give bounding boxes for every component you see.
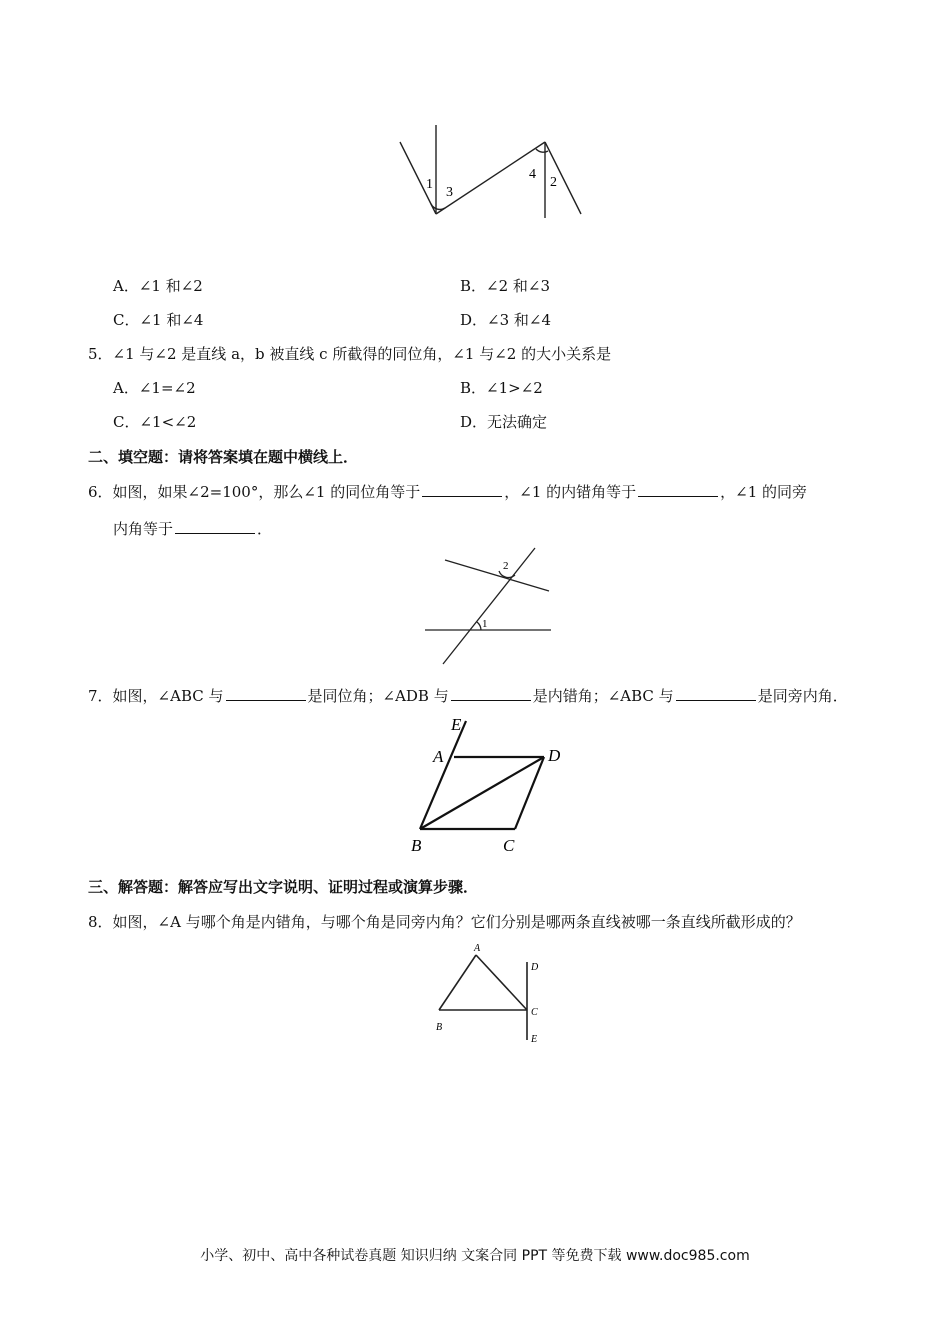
q8-stem: 8．如图，∠A 与哪个角是内错角，与哪个角是同旁内角？它们分别是哪两条直线被哪一条直线所截形成的？ — [88, 913, 801, 931]
section3-title: 三、解答题：解答应写出文字说明、证明过程或演算步骤． — [88, 878, 479, 896]
q4-label-1: 1 — [426, 177, 433, 192]
q8-label-a: A — [474, 943, 481, 954]
q6-blank-2[interactable] — [638, 481, 718, 497]
q8-label-c: C — [531, 1007, 538, 1018]
q8-label-d: D — [531, 962, 539, 973]
q7-label-c: C — [503, 836, 515, 855]
q4-option-d: D．∠3 和∠4 — [460, 311, 552, 329]
q5-option-a: A．∠1=∠2 — [113, 379, 196, 397]
q7-blank-2[interactable] — [451, 685, 531, 701]
q6-label-2: 2 — [503, 560, 509, 572]
q7-label-d: D — [548, 746, 561, 765]
q6-upper-line — [445, 560, 549, 591]
q7-text-3: 是内错角；∠ABC 与 — [532, 687, 674, 705]
q5-option-b: B．∠1>∠2 — [460, 379, 543, 397]
q6-transversal-line — [443, 548, 535, 664]
q4-option-b: B．∠2 和∠3 — [460, 277, 551, 295]
q7-line-dc — [515, 757, 544, 829]
q7-figure — [408, 713, 573, 858]
q7-line-eb — [420, 721, 466, 829]
q6-blank-1[interactable] — [422, 481, 502, 497]
q7-text-4: 是同旁内角． — [757, 687, 848, 705]
q6-text-4: 内角等于 — [113, 520, 174, 538]
q6-text-3: ，∠1 的同旁 — [720, 483, 808, 501]
q7-line-bd — [420, 757, 544, 829]
q4-label-4: 4 — [529, 167, 536, 182]
q6-text-1: 6．如图，如果∠2=100°，那么∠1 的同位角等于 — [88, 483, 421, 501]
q6-text-2: ，∠1 的内错角等于 — [504, 483, 637, 501]
q4-option-c: C．∠1 和∠4 — [113, 311, 204, 329]
q6-figure — [423, 545, 555, 667]
q6-line1 — [88, 481, 807, 502]
q7-blank-3[interactable] — [676, 685, 756, 701]
q7-label-a: A — [433, 747, 444, 766]
q7-text-2: 是同位角；∠ADB 与 — [307, 687, 449, 705]
q7-label-b: B — [411, 836, 422, 855]
q4-angle-arc-2 — [536, 149, 548, 152]
q5-stem: 5．∠1 与∠2 是直线 a，b 被直线 c 所截得的同位角，∠1 与∠2 的大小关系是 — [88, 345, 612, 363]
q6-angle-arc-1 — [477, 622, 481, 630]
q8-label-e: E — [531, 1034, 538, 1045]
q7-label-e: E — [451, 715, 462, 734]
q6-text-5: ． — [257, 520, 273, 538]
q4-option-a: A．∠1 和∠2 — [113, 277, 203, 295]
q5-option-d: D．无法确定 — [460, 413, 548, 431]
q8-line-ac — [476, 955, 527, 1010]
q6-label-1: 1 — [482, 618, 488, 630]
q8-label-b: B — [436, 1022, 443, 1033]
q4-label-3: 3 — [446, 185, 453, 200]
q7-blank-1[interactable] — [226, 685, 306, 701]
q4-label-2: 2 — [550, 175, 557, 190]
q5-option-c: C．∠1<∠2 — [113, 413, 197, 431]
q8-figure — [430, 940, 550, 1046]
q7-text-1: 7．如图，∠ABC 与 — [88, 687, 224, 705]
page-footer: 小学、初中、高中各种试卷真题 知识归纳 文案合同 PPT 等免费下载 www.doc985.com — [200, 1248, 750, 1264]
q8-line-ab — [439, 955, 476, 1010]
q4-figure — [395, 122, 590, 222]
section2-title: 二、填空题：请将答案填在题中横线上． — [88, 448, 359, 466]
q7-line — [88, 685, 848, 706]
q6-blank-3[interactable] — [175, 518, 255, 534]
q6-line2 — [113, 518, 272, 539]
